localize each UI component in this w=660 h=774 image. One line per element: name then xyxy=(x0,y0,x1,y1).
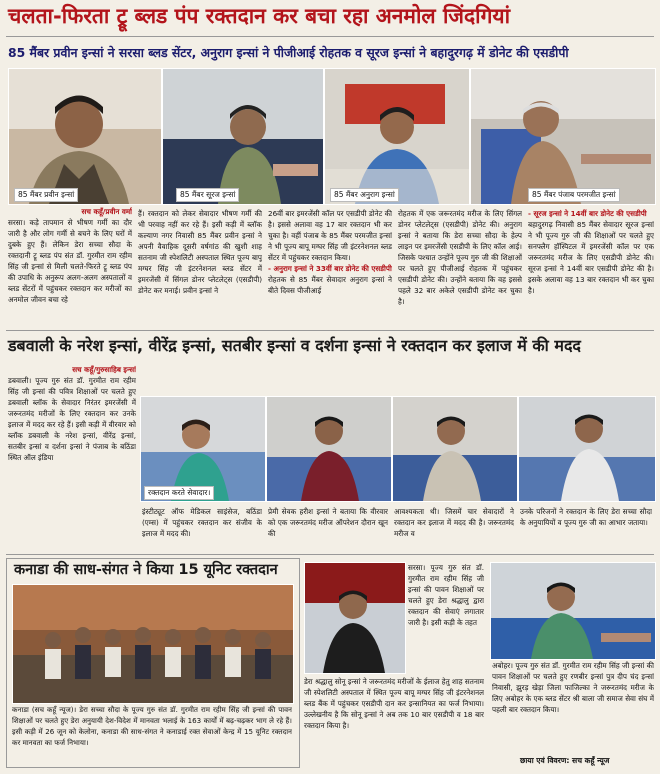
story2-column-5: उनके परिजनों ने रक्तदान के लिए डेरा सच्चा सौदा के अनुयायियों व पूज्य गुरु जी का आभार जताया। xyxy=(520,507,652,527)
photo-suraj xyxy=(162,68,324,205)
photo-caption: 85 मैंबर अनुराग इन्सां xyxy=(330,188,399,202)
story3-text: कनाडा (सच कहूँ न्यूज)। डेरा सच्चा सौदा के पूज्य गुरु संत डॉ. गुरमीत राम रहीम सिंह जी इन्सां की पावन शिक्षाओं पर चलते हुए डेरा अनुयायी देश-विदेश में मानवता भलाई के 163 कार्यों में बढ़-चढ़कर भाग ले रहे हैं। इसी कड़ी में 26 जून को केलोना, कनाडा की साध-संगत ने कनाडाई रक्त सेवाओं केन्द्र में 15 यूनिट रक्तदान कर मानवता का फर्ज निभाया। xyxy=(12,705,292,747)
photo-sonu xyxy=(304,562,406,674)
photo-caption: रक्तदान करते सेवादार। xyxy=(144,486,214,500)
divider xyxy=(6,36,654,37)
story1-column-5 xyxy=(528,208,654,326)
story4-bottom: डेरा श्रद्धालु सोनू इन्सां ने जरूरतमंद मरीजों के ईलाज हेतु शाह सतनाम जी स्पेशलिटी अस्पताल में स्थित पूज्य बापू मग्घर सिंह जी इंटरनेशनल ब्लड बैंक में पहुंचकर एसडीपी दान कर इन्सानियत का फर्ज निभाया। उल्लेखनीय है कि सोनू इन्सां ने अब तक 10 बार एसडीपी व 18 बार रक्तदान किया है। xyxy=(304,677,484,730)
photo-caption: 85 मैंबर प्रवीन इन्सां xyxy=(14,188,78,202)
photo-caption: 85 मैंबर पंजाब परमजीत इन्सां xyxy=(528,188,620,202)
photo-caption: 85 मैंबर सूरज इन्सां xyxy=(176,188,239,202)
photo-ranbir xyxy=(490,562,656,660)
story1-text: सरसा। कड़े तापमान से भीषण गर्मी का दौर जारी है और लोग गर्मी से बचने के लिए घरों में दुबके हुए हैं। लेकिन डेरा सच्चा सौदा के रक्तदानी ट्रू ब्लड पंप संत डॉ. गुरमीत राम रहीम सिंह जी इन्सां से मिली चलते-फिरते ट्रू ब्लड पंप की उपाधि के अनुरूप अलग-अलग अस्पतालों व ब्लड सेंटरों में पहुंचकर रक्तदान कर मरीजों का अनमोल जीवन बचा रहे xyxy=(8,218,132,304)
story4-top: सरसा। पूज्य गुरु संत डॉ. गुरमीत राम रहीम सिंह जी इन्सां की पावन शिक्षाओं पर चलते हुए डेरा श्रद्धालु द्वारा रक्तदान की सेवाएं लगातार जारी है। इसी कड़ी के तहत xyxy=(408,563,484,627)
divider xyxy=(6,330,654,331)
photo-praveen xyxy=(8,68,162,205)
story1-column-4: रोहतक में एक जरूरतमंद मरीज के लिए सिंगल डोनर प्लेटलेट्स (एसडीपी) डोनेट की। अनुराग इन्सां ने बताया कि डेरा सच्चा सौदा के हेल्प लाइन पर इमरजेंसी एसडीपी के लिए कॉल आई। जिसके पश्चात उन्होंने पूज्य गुरु जी की शिक्षाओं पर चलते हुए पीजीआई रोहतक में पहुंचकर एसडीपी डोनेट की। उन्होंने बताया कि वह इससे पहले 32 बार अकेले एसडीपी डोनेट कर चुका है। xyxy=(398,209,522,306)
story1-column-2: हैं। रक्तदान को लेकर सेवादार भीषण गर्मी की भी परवाह नहीं कर रहे हैं। इसी कड़ी में ब्लॉक कल्याण नगर निवासी 85 मैंबर प्रवीन इन्सां ने अपनी वैवाहिक दूसरी वर्षगांठ की खुशी शाह सतनाम जी स्पेशलिटी अस्पताल स्थित पूज्य बापू मग्घर सिंह जी इंटरनेशनल ब्लड सेंटर में इमरजेंसी में सिंगल डोनर प्लेटलेट्स (एसडीपी) डोनेट कर मनाई। प्रवीन इन्सां ने xyxy=(138,209,262,295)
story2-column-3: प्रेमी सेवक हरीश इन्सां ने बताया कि वीरवार को एक जरूरतमंद मरीज ऑपरेशन दौरान खून की xyxy=(268,507,388,538)
headline-2: डबवाली के नरेश इन्सां, वीरेंद्र इन्सां, सतबीर इन्सां व दर्शना इन्सां ने रक्तदान कर इलाज में की मदद xyxy=(8,336,581,355)
photo-anurag xyxy=(324,68,470,205)
photo-paramjeet xyxy=(470,68,656,205)
main-headline: चलता-फिरता ट्रू ब्लड पंप रक्तदान कर बचा रहा अनमोल जिंदगियां xyxy=(8,4,511,28)
story1-column-1 xyxy=(8,206,132,326)
photo-credit: छाया एवं विवरण: सच कहूँ न्यूज xyxy=(520,756,610,765)
story1-subhead-suraj: - सूरज इन्सां ने 14वीं बार डोनेट की एसडीपी xyxy=(528,209,647,218)
photo-canada-group xyxy=(12,584,294,704)
story1-column-3 xyxy=(268,208,392,326)
story2-column-4: आवश्यकता थी। जिसमें चार सेवादारों ने रक्तदान कर इलाज में मदद की है। जरूरतमंद मरीज व xyxy=(394,507,514,538)
photo-donor-2 xyxy=(266,396,392,502)
byline: सच कहूँ/गुरुसाहिब इन्सां xyxy=(72,365,136,374)
main-subhead: 85 मैंबर प्रवीन इन्सां ने सरसा ब्लड सेंटर, अनुराग इन्सां ने पीजीआई रोहतक व सूरज इन्सां ने बहादुरगढ़ में डोनेट की एसडीपी xyxy=(8,45,569,60)
story2-column-2: इंस्टीट्यूट ऑफ मेडिकल साइंसेज, बठिंडा (एम्स) में पहुंचकर रक्तदान कर संजीव के इलाज में मदद की। xyxy=(142,507,262,538)
divider xyxy=(6,554,654,555)
story2-column-1 xyxy=(8,364,136,552)
story1-subhead-anurag: - अनुराग इन्सां ने 33वीं बार डोनेट की एसडीपी xyxy=(268,264,392,273)
headline-3: कनाडा की साध-संगत ने किया 15 यूनिट रक्तदान xyxy=(14,562,278,578)
story1-text: बहादुरगढ़ निवासी 85 मैंबर सेवादार सूरज इन्सां ने भी पूज्य गुरु जी की शिक्षाओं पर चलते हुए सनफ्लैग हॉस्पिटल में इमरजेंसी कॉल पर एक जरूरतमंद मरीज के लिए एसडीपी डोनेट की। सूरज इन्सां ने 14वीं बार एसडीपी डोनेट की है। इसके अलावा वह 13 बार रक्तदान भी कर चुका है। xyxy=(528,220,654,295)
story5-text: अबोहर। पूज्य गुरु संत डॉ. गुरमीत राम रहीम सिंह जी इन्सां की पावन शिक्षाओं पर चलते हुए रणबीर इन्सां पुत्र दीप चंद इन्सां निवासी, झुरड़ खेड़ा जिला फाजिल्का ने जरूरतमंद मरीज के लिए अबोहर के एक ब्लड सेंटर श्री बाला जी समाज सेवा संघ में पहली बार रक्तदान किया। xyxy=(492,661,654,714)
story1-text: रोहतक से 85 मैंबर सेवादार अनुराग इन्सां ने बीते दिवस पीजीआई xyxy=(268,275,392,295)
photo-donor-4 xyxy=(518,396,656,502)
story2-text: डबवाली। पूज्य गुरु संत डॉ. गुरमीत राम रहीम सिंह जी इन्सां की पवित्र शिक्षाओं पर चलते हुए डबवाली ब्लॉक के सेवादार निरंतर इमरजेंसी में जरूरतमंद मरीजों के लिए रक्तदान कर उनके इलाज में मदद कर रहे हैं। इसी कड़ी में वीरवार को ब्लॉक डबवाली के नरेश इन्सां, वीरेंद्र इन्सां, सतबीर इन्सां व दर्शना इन्सां ने पंजाब के बठिंडा स्थित ऑल इंडिया xyxy=(8,376,136,462)
story1-text: 26वीं बार इमरजेंसी कॉल पर एसडीपी डोनेट की है। इससे अलावा वह 17 बार रक्तदान भी कर चुका है। वहीं पंजाब के 85 मैंबर परमजीत इन्सां ने भी पूज्य बापू मग्घर सिंह जी इंटरनेशनल ब्लड सेंटर में पहुंचकर रक्तदान किया। xyxy=(268,209,392,262)
byline: सच कहूँ/प्रवीन वर्मा xyxy=(81,207,132,216)
photo-donor-3 xyxy=(392,396,518,502)
